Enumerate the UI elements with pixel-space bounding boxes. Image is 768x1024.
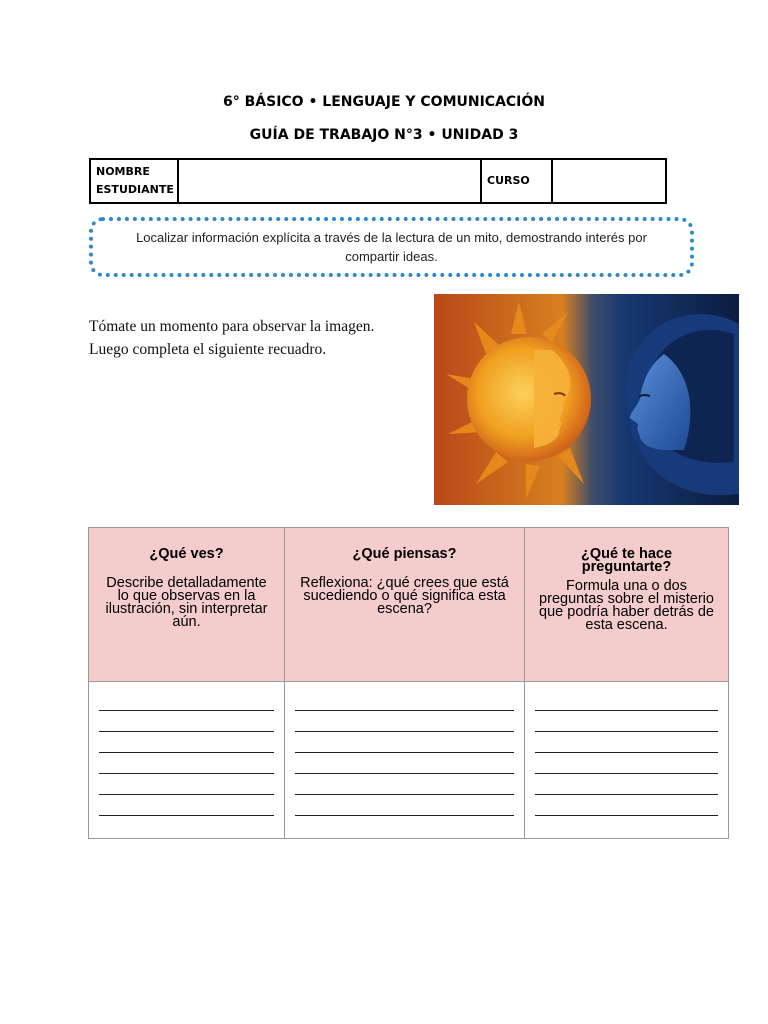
answer-line[interactable] bbox=[535, 795, 718, 816]
course-field[interactable] bbox=[552, 159, 666, 203]
answer-line[interactable] bbox=[99, 774, 274, 795]
answer-line[interactable] bbox=[99, 732, 274, 753]
answer-line[interactable] bbox=[295, 774, 514, 795]
column-title: ¿Qué ves? bbox=[149, 546, 224, 562]
answer-line[interactable] bbox=[295, 711, 514, 732]
column-header-wonder bbox=[525, 528, 729, 682]
sun-moon-illustration bbox=[434, 294, 739, 505]
answer-line[interactable] bbox=[535, 753, 718, 774]
answer-line[interactable] bbox=[295, 753, 514, 774]
answer-line[interactable] bbox=[99, 753, 274, 774]
column-description: Describe detalladamente lo que observas en la ilustración, sin interpretar aún. bbox=[105, 575, 268, 630]
instructions bbox=[89, 315, 419, 361]
page-title: 6° BÁSICO • LENGUAJE Y COMUNICACIÓN bbox=[222, 94, 546, 110]
answer-area-see[interactable] bbox=[89, 682, 285, 839]
sun-face-icon bbox=[467, 337, 591, 461]
column-description: Formula una o dos preguntas sobre el misterio que podría haber detrás de esta escena. bbox=[539, 578, 714, 633]
course-label: CURSO bbox=[481, 159, 552, 203]
answer-line[interactable] bbox=[99, 711, 274, 732]
column-description: Reflexiona: ¿qué crees que está sucediendo o qué significa esta escena? bbox=[300, 575, 509, 617]
thinking-routine-table bbox=[88, 527, 729, 839]
column-title: ¿Qué te hace preguntarte? bbox=[580, 546, 673, 575]
answer-line[interactable] bbox=[535, 711, 718, 732]
learning-objective-box bbox=[89, 217, 694, 277]
page-subtitle: GUÍA DE TRABAJO N°3 • UNIDAD 3 bbox=[249, 127, 519, 143]
column-header-see bbox=[89, 528, 285, 682]
student-info-table bbox=[89, 158, 667, 204]
answer-area-think[interactable] bbox=[285, 682, 525, 839]
column-title: ¿Qué piensas? bbox=[352, 546, 457, 562]
answer-line[interactable] bbox=[535, 774, 718, 795]
answer-line[interactable] bbox=[295, 732, 514, 753]
instructions-line-2: Luego completa el siguiente recuadro. bbox=[89, 341, 327, 358]
student-name-label: NOMBRE ESTUDIANTE bbox=[90, 159, 178, 203]
answer-line[interactable] bbox=[99, 795, 274, 816]
answer-line[interactable] bbox=[295, 795, 514, 816]
answer-area-wonder[interactable] bbox=[525, 682, 729, 839]
column-header-think bbox=[285, 528, 525, 682]
answer-line[interactable] bbox=[535, 732, 718, 753]
instructions-line-1: Tómate un momento para observar la imagen. bbox=[89, 318, 375, 335]
learning-objective-text: Localizar información explícita a través de la lectura de un mito, demostrando interés por compartir ideas. bbox=[136, 230, 647, 264]
student-name-field[interactable] bbox=[178, 159, 481, 203]
